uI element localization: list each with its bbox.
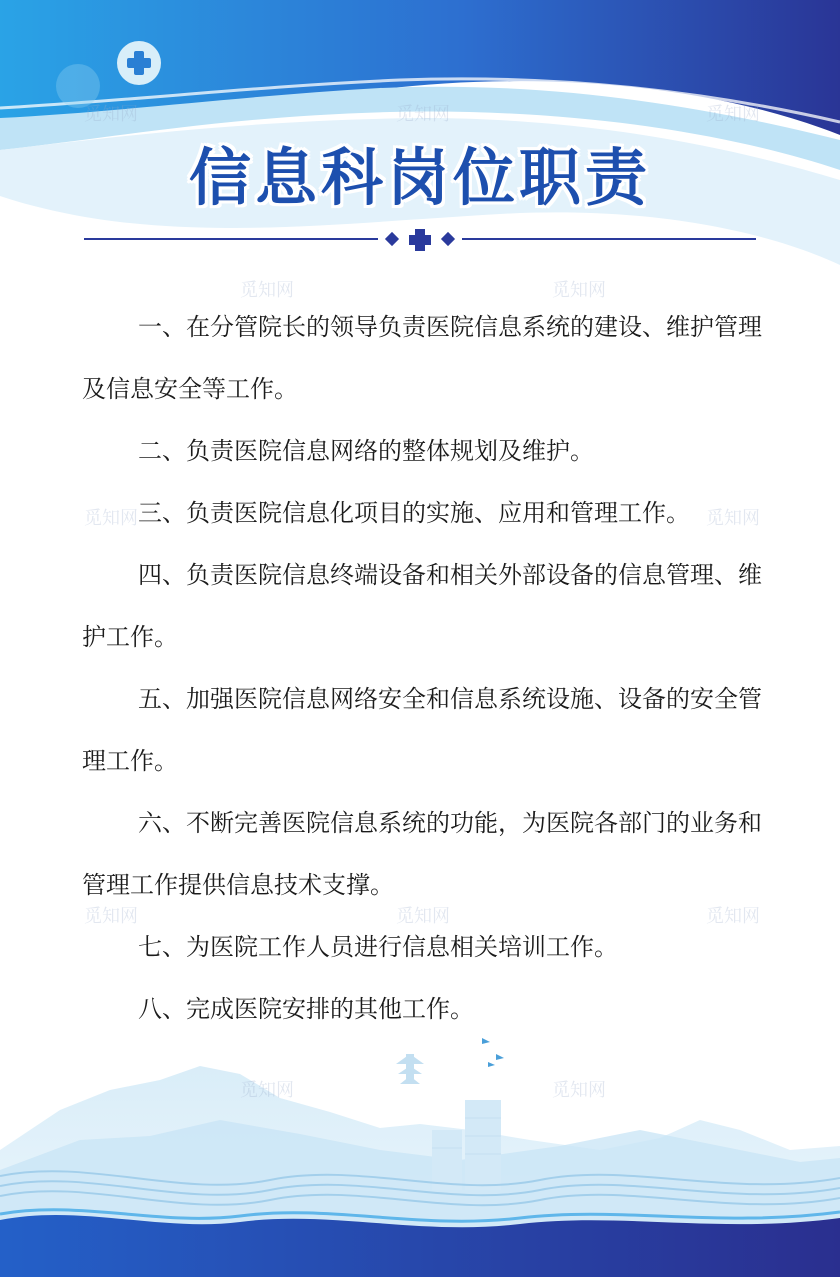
duty-item: 四、负责医院信息终端设备和相关外部设备的信息管理、维护工作。 bbox=[82, 561, 762, 651]
watermark: 觅知网 bbox=[706, 906, 760, 927]
watermark: 觅知网 bbox=[84, 906, 138, 927]
duty-item: 三、负责医院信息化项目的实施、应用和管理工作。 bbox=[138, 499, 690, 527]
duty-item: 五、加强医院信息网络安全和信息系统设施、设备的安全管理工作。 bbox=[82, 685, 762, 775]
watermark: 觅知网 bbox=[84, 508, 138, 529]
page-title: 信息科岗位职责 bbox=[188, 141, 651, 214]
watermark: 觅知网 bbox=[706, 508, 760, 529]
duty-item: 六、不断完善医院信息系统的功能，为医院各部门的业务和管理工作提供信息技术支撑。 bbox=[82, 809, 762, 899]
watermark: 觅知网 bbox=[552, 1080, 606, 1101]
watermark: 觅知网 bbox=[84, 104, 138, 125]
duty-item: 一、在分管院长的领导负责医院信息系统的建设、维护管理及信息安全等工作。 bbox=[82, 313, 762, 403]
watermark: 觅知网 bbox=[396, 906, 450, 927]
watermark: 觅知网 bbox=[240, 1080, 294, 1101]
watermark: 觅知网 bbox=[240, 280, 294, 301]
duty-item: 二、负责医院信息网络的整体规划及维护。 bbox=[138, 437, 594, 465]
watermark: 觅知网 bbox=[396, 104, 450, 125]
duties-list bbox=[82, 296, 762, 1040]
watermark: 觅知网 bbox=[706, 104, 760, 125]
watermark: 觅知网 bbox=[552, 280, 606, 301]
duty-item: 七、为医院工作人员进行信息相关培训工作。 bbox=[138, 933, 618, 961]
duty-item: 八、完成医院安排的其他工作。 bbox=[138, 995, 474, 1023]
